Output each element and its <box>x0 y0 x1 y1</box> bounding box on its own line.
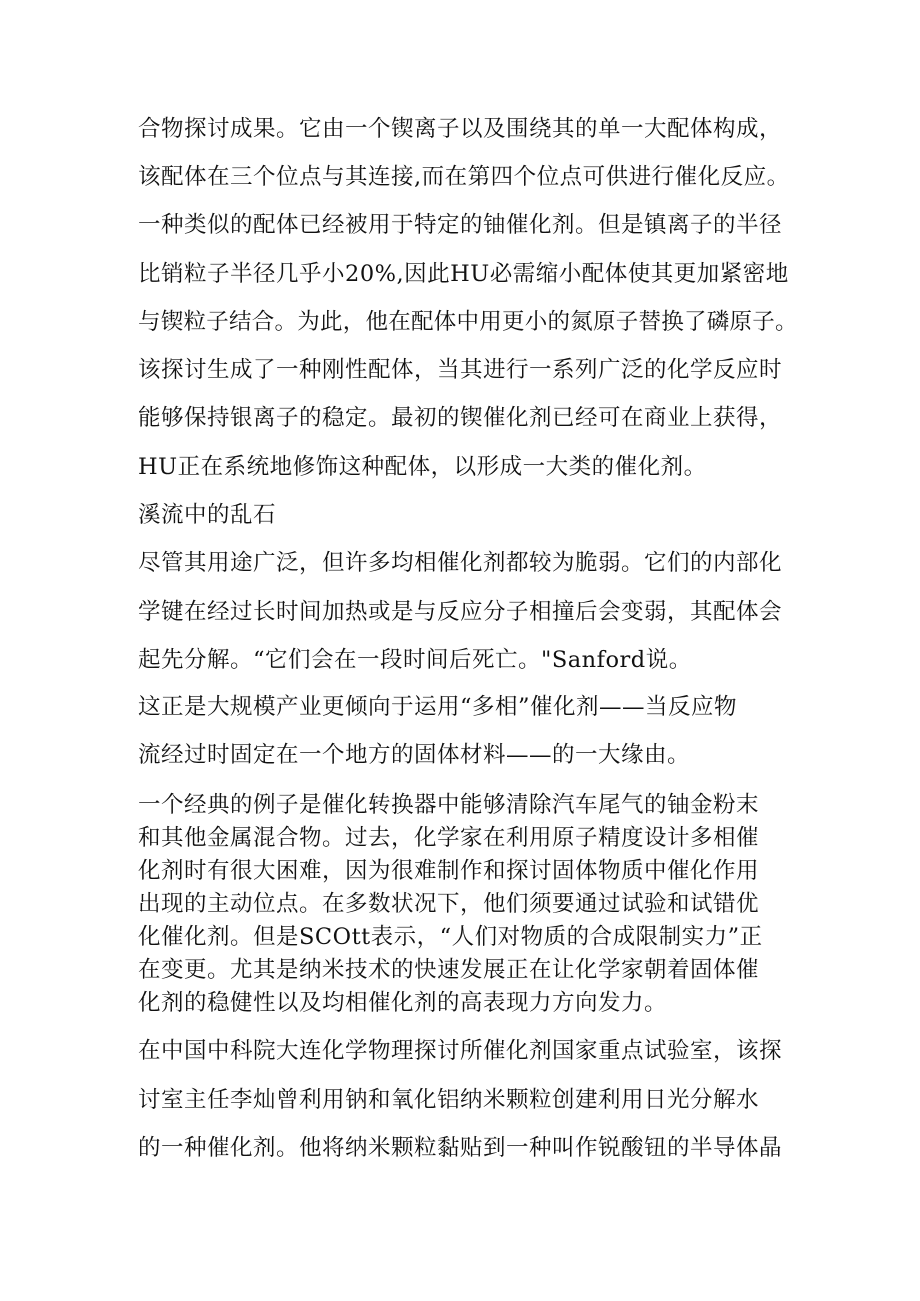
text-line: 该探讨生成了一种刚性配体，当其进行一系列广泛的化学反应时 <box>138 357 783 383</box>
text-line: 在变更。尤其是纳米技术的快速发展正在让化学家朝着固体催 <box>138 957 760 983</box>
text-line: 化剂的稳健性以及均相催化剂的高表现力方向发力。 <box>138 990 668 1016</box>
text-line: 出现的主动位点。在多数状况下，他们须要通过试验和试错优 <box>138 891 760 917</box>
text-line: 在中国中科院大连化学物理探讨所催化剂国家重点试验室，该探 <box>138 1038 783 1064</box>
text-line: 化催化剂。但是SCOtt表示，“人们对物质的合成限制实力”正 <box>138 924 763 950</box>
text-line: 学键在经过长时间加热或是与反应分子相撞后会变弱，其配体会 <box>138 599 783 625</box>
section-heading: 溪流中的乱石 <box>138 502 277 528</box>
text-line: 起先分解。“它们会在一段时间后死亡。"Sanford说。 <box>138 647 692 673</box>
text-line: 流经过时固定在一个地方的固体材料——的一大缘由。 <box>138 742 691 768</box>
text-line: 化剂时有很大困难，因为很难制作和探讨固体物质中催化作用 <box>138 858 760 884</box>
text-line: 合物探讨成果。它由一个锲离子以及围绕其的单一大配体构成， <box>138 116 783 142</box>
text-line: 尽管其用途广泛，但许多均相催化剂都较为脆弱。它们的内部化 <box>138 550 783 576</box>
text-line: 这正是大规模产业更倾向于运用“多相”催化剂——当反应物 <box>138 694 738 720</box>
text-line: 的一种催化剂。他将纳米颗粒黏贴到一种叫作锐酸钮的半导体晶 <box>138 1135 783 1161</box>
text-line: HU正在系统地修饰这种配体，以形成一大类的催化剂。 <box>138 454 707 480</box>
text-line: 比销粒子半径几乎小20%,因此HU必需缩小配体使其更加紧密地 <box>138 261 789 287</box>
text-line: 与锲粒子结合。为此，他在配体中用更小的氮原子替换了磷原子。 <box>138 309 798 335</box>
text-line: 一种类似的配体已经被用于特定的铀催化剂。但是镇离子的半径 <box>138 212 783 238</box>
text-line: 一个经典的例子是催化转换器中能够清除汽车尾气的铀金粉末 <box>138 792 760 818</box>
text-line: 能够保持银离子的稳定。最初的锲催化剂已经可在商业上获得， <box>138 405 783 431</box>
text-line: 该配体在三个位点与其连接,而在第四个位点可供进行催化反应。 <box>138 164 790 190</box>
text-line: 讨室主任李灿曾利用钠和氧化铝纳米颗粒创建利用日光分解水 <box>138 1087 760 1113</box>
text-line: 和其他金属混合物。过去，化学家在利用原子精度设计多相催 <box>138 825 760 851</box>
